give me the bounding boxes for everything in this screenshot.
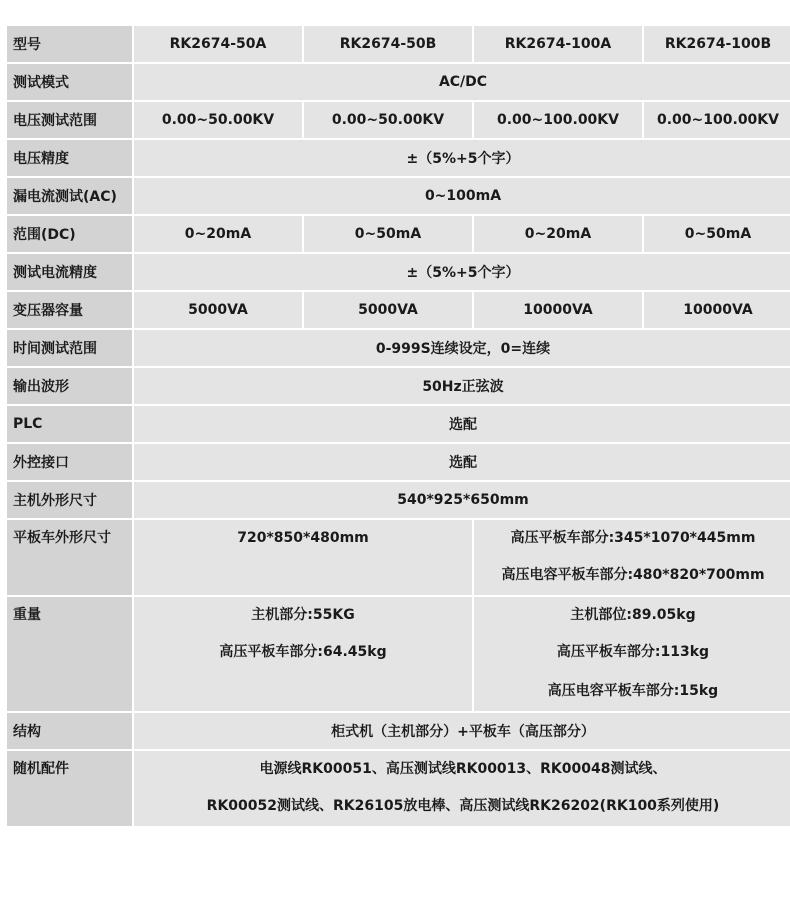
row-label: 结构 bbox=[7, 713, 132, 749]
plc-value: 选配 bbox=[134, 406, 790, 442]
voltage-accuracy-row bbox=[7, 140, 790, 176]
transformer-cell: 5000VA bbox=[134, 292, 302, 328]
row-label: 测试电流精度 bbox=[7, 254, 132, 290]
voltage-range-row bbox=[7, 102, 790, 138]
range-dc-cell: 0~20mA bbox=[134, 216, 302, 252]
range-dc-cell: 0~20mA bbox=[474, 216, 642, 252]
row-label: PLC bbox=[7, 406, 132, 442]
weight-right-line: 主机部位:89.05kg bbox=[570, 607, 696, 623]
weight-right-line: 高压平板车部分:113kg bbox=[556, 644, 710, 660]
test-mode-value: AC/DC bbox=[134, 64, 790, 100]
weight-right bbox=[474, 597, 790, 711]
waveform-row bbox=[7, 368, 790, 404]
structure-value: 柜式机（主机部分）+平板车（高压部分） bbox=[134, 713, 790, 749]
current-accuracy-value: ±（5%+5个字） bbox=[134, 254, 790, 290]
accessories-line: RK00052测试线、RK26105放电棒、高压测试线RK26202(RK100系列使用) bbox=[206, 798, 720, 814]
model-50a: RK2674-50A bbox=[134, 26, 302, 62]
transformer-cell: 10000VA bbox=[644, 292, 790, 328]
external-interface-value: 选配 bbox=[134, 444, 790, 480]
range-dc-cell: 0~50mA bbox=[304, 216, 472, 252]
host-dimensions-row bbox=[7, 482, 790, 518]
model-100b: RK2674-100B bbox=[644, 26, 790, 62]
voltage-accuracy-value: ±（5%+5个字） bbox=[134, 140, 790, 176]
current-accuracy-row bbox=[7, 254, 790, 290]
leakage-ac-row bbox=[7, 178, 790, 214]
row-label: 电压精度 bbox=[7, 140, 132, 176]
weight-left bbox=[134, 597, 472, 711]
model-label: 型号 bbox=[7, 26, 132, 62]
voltage-range-cell: 0.00~50.00KV bbox=[304, 102, 472, 138]
row-label: 电压测试范围 bbox=[7, 102, 132, 138]
cart-dimensions-right bbox=[474, 520, 790, 595]
accessories-row bbox=[7, 751, 790, 826]
row-label: 时间测试范围 bbox=[7, 330, 132, 366]
time-range-row bbox=[7, 330, 790, 366]
weight-left-line: 高压平板车部分:64.45kg bbox=[219, 644, 387, 660]
time-range-value: 0-999S连续设定，0=连续 bbox=[134, 330, 790, 366]
external-interface-row bbox=[7, 444, 790, 480]
voltage-range-cell: 0.00~50.00KV bbox=[134, 102, 302, 138]
voltage-range-cell: 0.00~100.00KV bbox=[644, 102, 790, 138]
header-row bbox=[7, 26, 790, 62]
structure-row bbox=[7, 713, 790, 749]
row-label: 输出波形 bbox=[7, 368, 132, 404]
voltage-range-cell: 0.00~100.00KV bbox=[474, 102, 642, 138]
row-label: 漏电流测试(AC) bbox=[7, 178, 132, 214]
test-mode-row bbox=[7, 64, 790, 100]
cart-dimensions-label: 平板车外形尺寸 bbox=[13, 530, 111, 546]
accessories-line: 电源线RK00051、高压测试线RK00013、RK00048测试线、 bbox=[259, 761, 667, 777]
model-50b: RK2674-50B bbox=[304, 26, 472, 62]
spec-table bbox=[5, 24, 790, 828]
row-label bbox=[7, 751, 132, 826]
weight-right-line: 高压电容平板车部分:15kg bbox=[547, 683, 719, 699]
transformer-cell: 10000VA bbox=[474, 292, 642, 328]
row-label: 范围(DC) bbox=[7, 216, 132, 252]
model-100a: RK2674-100A bbox=[474, 26, 642, 62]
row-label: 外控接口 bbox=[7, 444, 132, 480]
cart-dimensions-left bbox=[134, 520, 472, 595]
cart-dimensions-right-line: 高压电容平板车部分:480*820*700mm bbox=[501, 567, 765, 583]
weight-left-line: 主机部分:55KG bbox=[251, 607, 355, 623]
leakage-ac-value: 0~100mA bbox=[134, 178, 790, 214]
cart-dimensions-left-text: 720*850*480mm bbox=[237, 530, 369, 546]
range-dc-row bbox=[7, 216, 790, 252]
row-label bbox=[7, 520, 132, 595]
row-label: 测试模式 bbox=[7, 64, 132, 100]
waveform-value: 50Hz正弦波 bbox=[134, 368, 790, 404]
weight-row bbox=[7, 597, 790, 711]
transformer-row bbox=[7, 292, 790, 328]
weight-label: 重量 bbox=[13, 607, 41, 623]
accessories-label: 随机配件 bbox=[13, 761, 69, 777]
accessories-value bbox=[134, 751, 790, 826]
cart-dimensions-right-line: 高压平板车部分:345*1070*445mm bbox=[510, 530, 756, 546]
transformer-cell: 5000VA bbox=[304, 292, 472, 328]
row-label: 主机外形尺寸 bbox=[7, 482, 132, 518]
plc-row bbox=[7, 406, 790, 442]
row-label bbox=[7, 597, 132, 711]
row-label: 变压器容量 bbox=[7, 292, 132, 328]
range-dc-cell: 0~50mA bbox=[644, 216, 790, 252]
cart-dimensions-row bbox=[7, 520, 790, 595]
host-dimensions-value: 540*925*650mm bbox=[134, 482, 790, 518]
